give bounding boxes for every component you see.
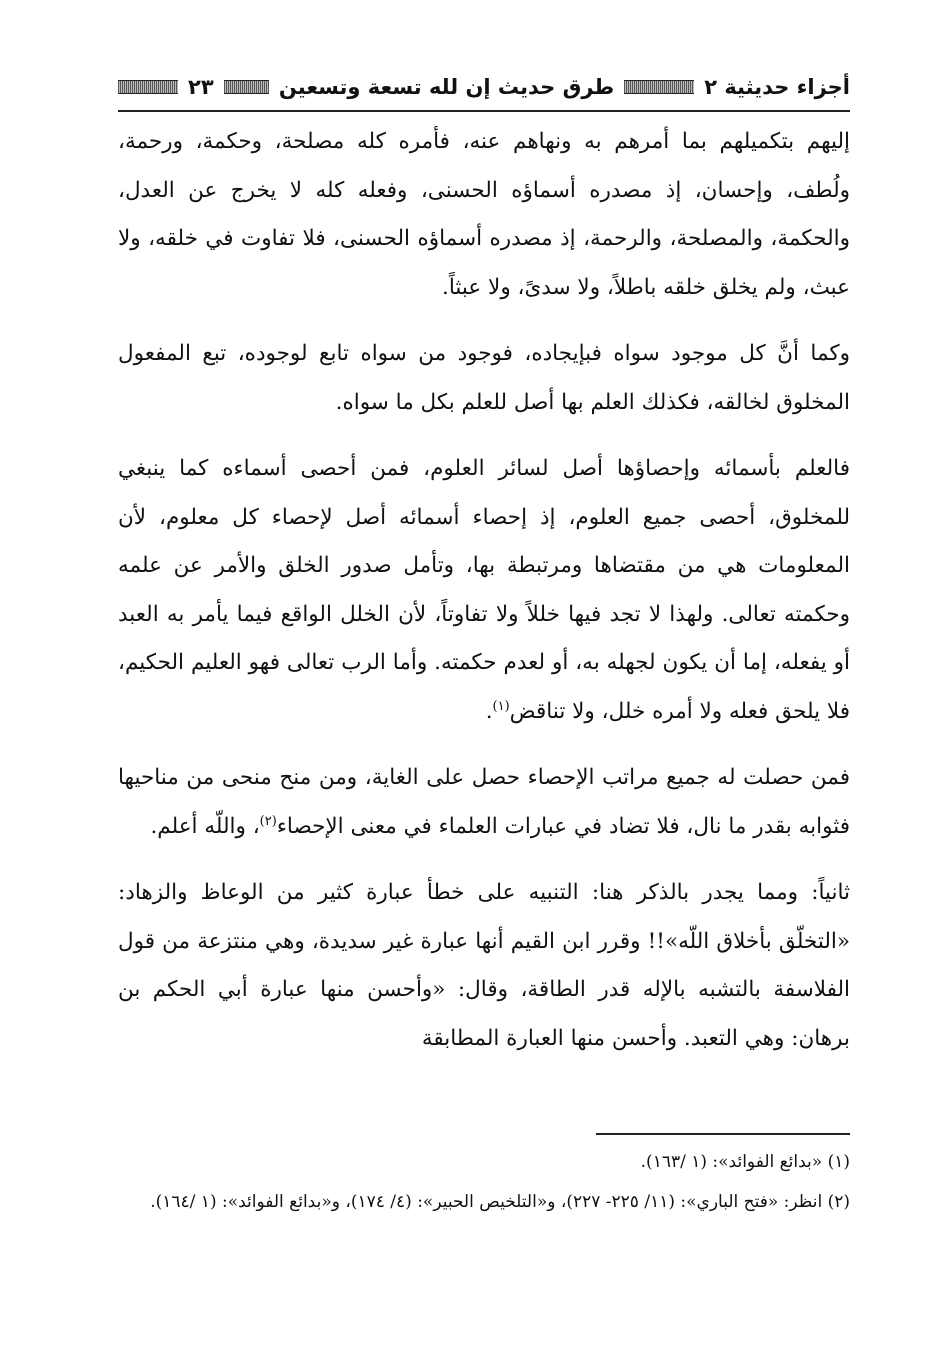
running-header xyxy=(118,62,850,112)
main-text xyxy=(118,118,850,1081)
paragraph: فمن حصلت له جميع مراتب الإحصاء حصل على الغاية، ومن منح منحى من مناحيها فثوابه بقدر ما نال، فلا تضاد في عبارات العلماء في معنى الإحصاء$^{(٢)}$، واللّه أعلم. xyxy=(118,765,850,839)
paragraph: فالعلم بأسمائه وإحصاؤها أصل لسائر العلوم، فمن أحصى أسماءه كما ينبغي للمخلوق، أحصى جميع العلوم، إذ إحصاء أسمائه أصل لإحصاء كل معلوم، لأن المعلومات هي من مقتضاها ومرتبطة بها، وتأمل صدور الخلق والأمر عن علمه وحكمته تعالى. ولهذا لا تجد فيها خللاً ولا تفاوتاً، لأن الخلل الواقع فيما يأمر به العبد أو يفعله، إما أن يكون لجهله به، أو لعدم حكمته. وأما الرب تعالى فهو العليم الحكيم، فلا يلحق فعله ولا أمره خلل، ولا تناقض$^{(١)}$. xyxy=(118,456,850,724)
paragraph: ثانياً: ومما يجدر بالذكر هنا: التنبيه على خطأ عبارة كثير من الوعاظ والزهاد: «التخلّق بأخلاق اللّه»!! وقرر ابن القيم أنها عبارة غير سديدة، وهي منتزعة من قول الفلاسفة بالتشبه بالإله قدر الطاقة، وقال: «وأحسن منها عبارة أبي الحكم بن برهان: وهي التعبد. وأحسن منها العبارة المطابقة xyxy=(118,880,850,1051)
chapter-title: طرق حديث إن لله تسعة وتسعين xyxy=(278,75,615,99)
footnote: (٢) انظر: «فتح الباري»: (١١/ ٢٢٥- ٢٢٧)، و«التلخيص الحبير»: (٤/ ١٧٤)، و«بدائع الفوائد»: (١ /١٦٤). xyxy=(150,1192,850,1212)
footnote-marker[interactable]: (٢) xyxy=(259,813,277,829)
footnotes xyxy=(118,1142,850,1222)
page-number: ٢٣ xyxy=(188,75,214,99)
footnote-divider xyxy=(596,1133,850,1135)
paragraph: إليهم بتكميلهم بما أمرهم به ونهاهم عنه، فأمره كله مصلحة، وحكمة، ورحمة، ولُطف، وإحسان، إذ مصدره أسماؤه الحسنى، وفعله كله لا يخرج عن العدل، والحكمة، والمصلحة، والرحمة، إذ مصدره أسماؤه الحسنى، فلا تفاوت في خلقه، ولا عبث، ولم يخلق خلقه باطلاً، ولا سدىً، ولا عبثاً. xyxy=(118,129,850,300)
footnote: (١) «بدائع الفوائد»: (١ /١٦٣). xyxy=(640,1152,850,1172)
header-ornament-bar xyxy=(118,80,178,94)
paragraph: وكما أنَّ كل موجود سواه فبإيجاده، فوجود من سواه تابع لوجوده، تبع المفعول المخلوق لخالقه، فكذلك العلم بها أصل للعلم بكل ما سواه. xyxy=(118,341,850,415)
header-ornament-bar xyxy=(224,80,269,94)
footnote-marker[interactable]: (١) xyxy=(492,698,510,714)
book-title: أجزاء حديثية ٢ xyxy=(704,75,850,99)
header-ornament-bar xyxy=(624,80,694,94)
header-divider xyxy=(118,110,850,112)
